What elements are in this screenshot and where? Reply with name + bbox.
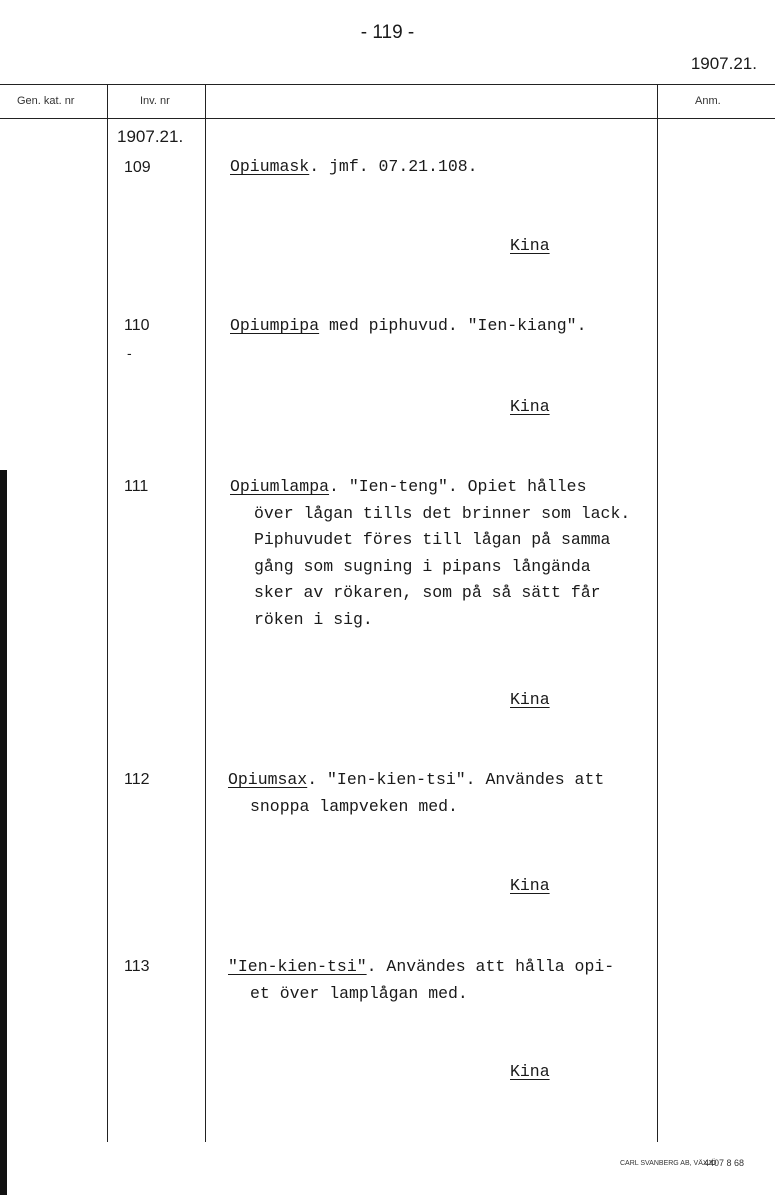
- entry-description: [228, 954, 658, 1007]
- entry-description: [230, 474, 660, 633]
- header-top-rule: [0, 84, 775, 85]
- entry-number: 110: [124, 317, 150, 334]
- collection-id: 1907.21.: [690, 54, 757, 73]
- entry-origin: Kina: [510, 236, 550, 255]
- entry-text-line: över lågan tills det brinner som lack.: [254, 503, 631, 523]
- column-header-gen-kat-nr: Gen. kat. nr: [17, 95, 75, 107]
- entry-text-line: sker av rökaren, som på så sätt får: [254, 583, 601, 602]
- entry-origin: Kina: [510, 1062, 550, 1081]
- entry-title: Opiumask: [230, 157, 310, 176]
- entry-text-line: gång som sugning i pipans långända: [254, 556, 591, 576]
- entry-title: Opiumpipa: [230, 316, 320, 335]
- entry-description: [230, 313, 660, 340]
- entry-origin: Kina: [510, 397, 550, 416]
- margin-mark: -: [127, 345, 132, 361]
- column-divider-inv-desc: [205, 84, 206, 1142]
- entry-title: Opiumsax: [228, 770, 308, 789]
- entry-title: Opiumlampa: [230, 477, 330, 496]
- entry-origin: Kina: [510, 876, 550, 895]
- entry-number: 109: [124, 159, 151, 176]
- entry-text-line: . jmf. 07.21.108.: [309, 157, 478, 176]
- entry-text-line: . Användes att hålla opi-: [366, 957, 615, 976]
- form-number: 4407 8 68: [704, 1158, 745, 1168]
- printer-imprint: CARL SVANBERG AB, VÄXJÖ: [620, 1160, 717, 1167]
- entry-text-line: et över lamplågan med.: [250, 983, 468, 1003]
- entry-origin: Kina: [510, 690, 550, 709]
- entry-text-line: Piphuvudet föres till lågan på samma: [254, 530, 611, 549]
- column-divider-gen-inv: [107, 84, 108, 1142]
- binding-edge-bar: [0, 470, 7, 1195]
- entry-description: [228, 767, 658, 820]
- entry-text-line: . "Ien-kien-tsi". Användes att: [307, 770, 605, 789]
- entry-number: 111: [124, 478, 149, 495]
- page-number: - 119 -: [360, 22, 415, 43]
- entry-group-number: 1907.21.: [117, 127, 184, 146]
- entry-number: 113: [124, 958, 150, 975]
- header-bottom-rule: [0, 118, 775, 119]
- entry-text-line: röken i sig.: [254, 609, 373, 629]
- entry-text-line: snoppa lampveken med.: [250, 796, 458, 816]
- entry-description: [230, 154, 660, 181]
- column-header-anm: Anm.: [695, 95, 721, 107]
- entry-text-line: . "Ien-teng". Opiet hålles: [329, 477, 587, 496]
- entry-number: 112: [124, 771, 150, 788]
- entry-title: "Ien-kien-tsi": [228, 957, 367, 976]
- column-header-inv-nr: Inv. nr: [140, 95, 170, 107]
- entry-text-line: med piphuvud. "Ien-kiang".: [319, 316, 587, 335]
